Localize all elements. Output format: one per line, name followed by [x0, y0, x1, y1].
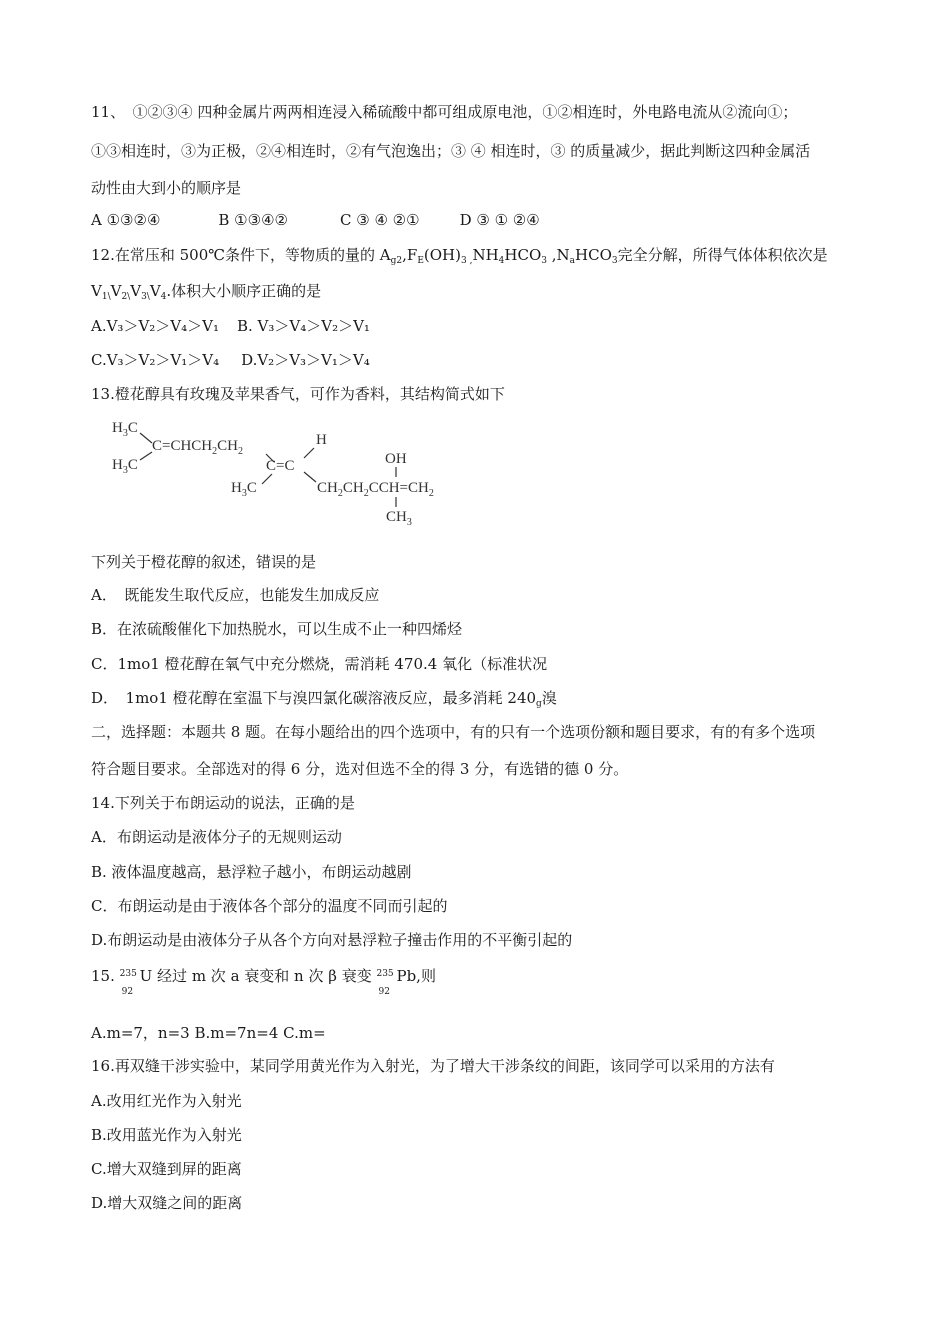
q13-option-c: C．1mo1 橙花醇在氧气中充分燃烧，需消耗 470.4 氧化（标准状况: [91, 655, 548, 673]
q11-stem-line1: 11、 ①②③④ 四种金属片两两相连浸入稀硫酸中都可组成原电池，①②相连时，外电路电流从②流向①；: [91, 103, 798, 121]
q14-option-a: A．布朗运动是液体分子的无规则运动: [91, 828, 342, 846]
nuclide-lead: 235 92: [376, 969, 394, 997]
formula-oh: OH: [385, 451, 407, 467]
formula-h3c-bottom: $H_3C$: [112, 457, 138, 476]
formula-h3c-mid: $H_3C$: [231, 480, 257, 499]
q15-options: A.m=7，n=3 B.m=7n=4 C.m=: [91, 1024, 326, 1042]
nerol-structure-formula: [106, 412, 486, 537]
q11-option-a: A ①③②④: [91, 211, 161, 229]
formula-bond-4: [304, 448, 314, 458]
q11-option-d: D ③ ① ②④: [459, 211, 540, 229]
section2-instructions-line1: 二，选择题：本题共 8 题。在每小题给出的四个选项中，有的只有一个选项份额和题目要求，有的有多个选项: [91, 723, 816, 741]
formula-chain-2: $CH_2CH_2CCH=CH_2$: [317, 480, 434, 499]
q13-option-a: A． 既能发生取代反应，也能发生加成反应: [91, 586, 380, 604]
q14-option-c: C．布朗运动是由于液体各个部分的温度不同而引起的: [91, 897, 448, 915]
q12-option-d: D.V₂＞V₃＞V₁＞V₄: [241, 351, 370, 369]
formula-h: H: [316, 432, 327, 448]
q16-stem: 16.再双缝干涉实验中，某同学用黄光作为入射光，为了增大干涉条纹的间距，该同学可以采用的方法有: [91, 1057, 775, 1075]
q12-option-c: C.V₃＞V₂＞V₁＞V₄: [91, 351, 220, 369]
q12-options-ab: [91, 316, 370, 336]
formula-bond-2: [140, 452, 152, 460]
q11-options: [91, 210, 540, 230]
q12-options-cd: [91, 350, 370, 370]
formula-bond-5: [262, 474, 272, 484]
formula-bond-6: [304, 472, 316, 482]
q16-option-a: A.改用红光作为入射光: [91, 1092, 242, 1110]
q15-stem: 15. 235 92 U 经过 m 次 a 衰变和 n 次 β 衰变 235 92 Pb,则: [91, 967, 436, 997]
q13-question: 下列关于橙花醇的叙述，错误的是: [91, 553, 317, 571]
formula-chain-1: $C=CHCH_2CH_2$: [152, 438, 243, 457]
nuclide-uranium: 235 92: [119, 969, 137, 997]
q11-option-b: B ①③④②: [218, 211, 288, 229]
formula-bond-1: [140, 433, 152, 443]
formula-ch3: $CH_3$: [386, 509, 412, 528]
q12-option-b: B. V₃＞V₄＞V₂＞V₁: [236, 317, 370, 335]
q12-option-a: A.V₃＞V₂＞V₄＞V₁: [91, 317, 219, 335]
q11-stem-line2: ①③相连时，③为正极，②④相连时，②有气泡逸出；③ ④ 相连时，③ 的质量减少，据此判断这四种金属活: [91, 142, 811, 160]
q13-option-d: D． 1mo1 橙花醇在室温下与溴四氯化碳溶液反应，最多消耗 $240_g$溴: [91, 689, 557, 709]
q16-option-b: B.改用蓝光作为入射光: [91, 1126, 242, 1144]
formula-h3c-top: $H_3C$: [112, 420, 138, 439]
formula-cc-double: C=C: [266, 458, 295, 474]
q14-option-b: B. 液体温度越高，悬浮粒子越小，布朗运动越剧: [91, 863, 412, 881]
q13-stem: 13.橙花醇具有玫瑰及苹果香气，可作为香料，其结构简式如下: [91, 385, 505, 403]
q13-option-b: B．在浓硫酸催化下加热脱水，可以生成不止一种四烯烃: [91, 620, 463, 638]
q16-option-c: C.增大双缝到屏的距离: [91, 1160, 242, 1178]
q11-stem-line3: 动性由大到小的顺序是: [91, 179, 242, 197]
q16-option-d: D.增大双缝之间的距离: [91, 1194, 243, 1212]
q14-option-d: D.布朗运动是由液体分子从各个方向对悬浮粒子撞击作用的不平衡引起的: [91, 931, 573, 949]
q14-stem: 14.下列关于布朗运动的说法，正确的是: [91, 794, 355, 812]
q11-option-c: C ③ ④ ②①: [339, 211, 420, 229]
q12-stem-line2: $V_{1\backslash}V_{2\backslash}V_{3\backslash}V_4$.体积大小顺序正确的是: [91, 282, 322, 302]
q12-stem-line1: 12.在常压和 500℃条件下，等物质的量的 $A_{g2},F_E(OH)_{3 ,}NH_4HCO_3$ $,N_aHCO_3$完全分解，所得气体体积依次是: [91, 246, 828, 266]
section2-instructions-line2: 符合题目要求。全部选对的得 6 分，选对但选不全的得 3 分，有选错的德 0 分。: [91, 760, 629, 778]
